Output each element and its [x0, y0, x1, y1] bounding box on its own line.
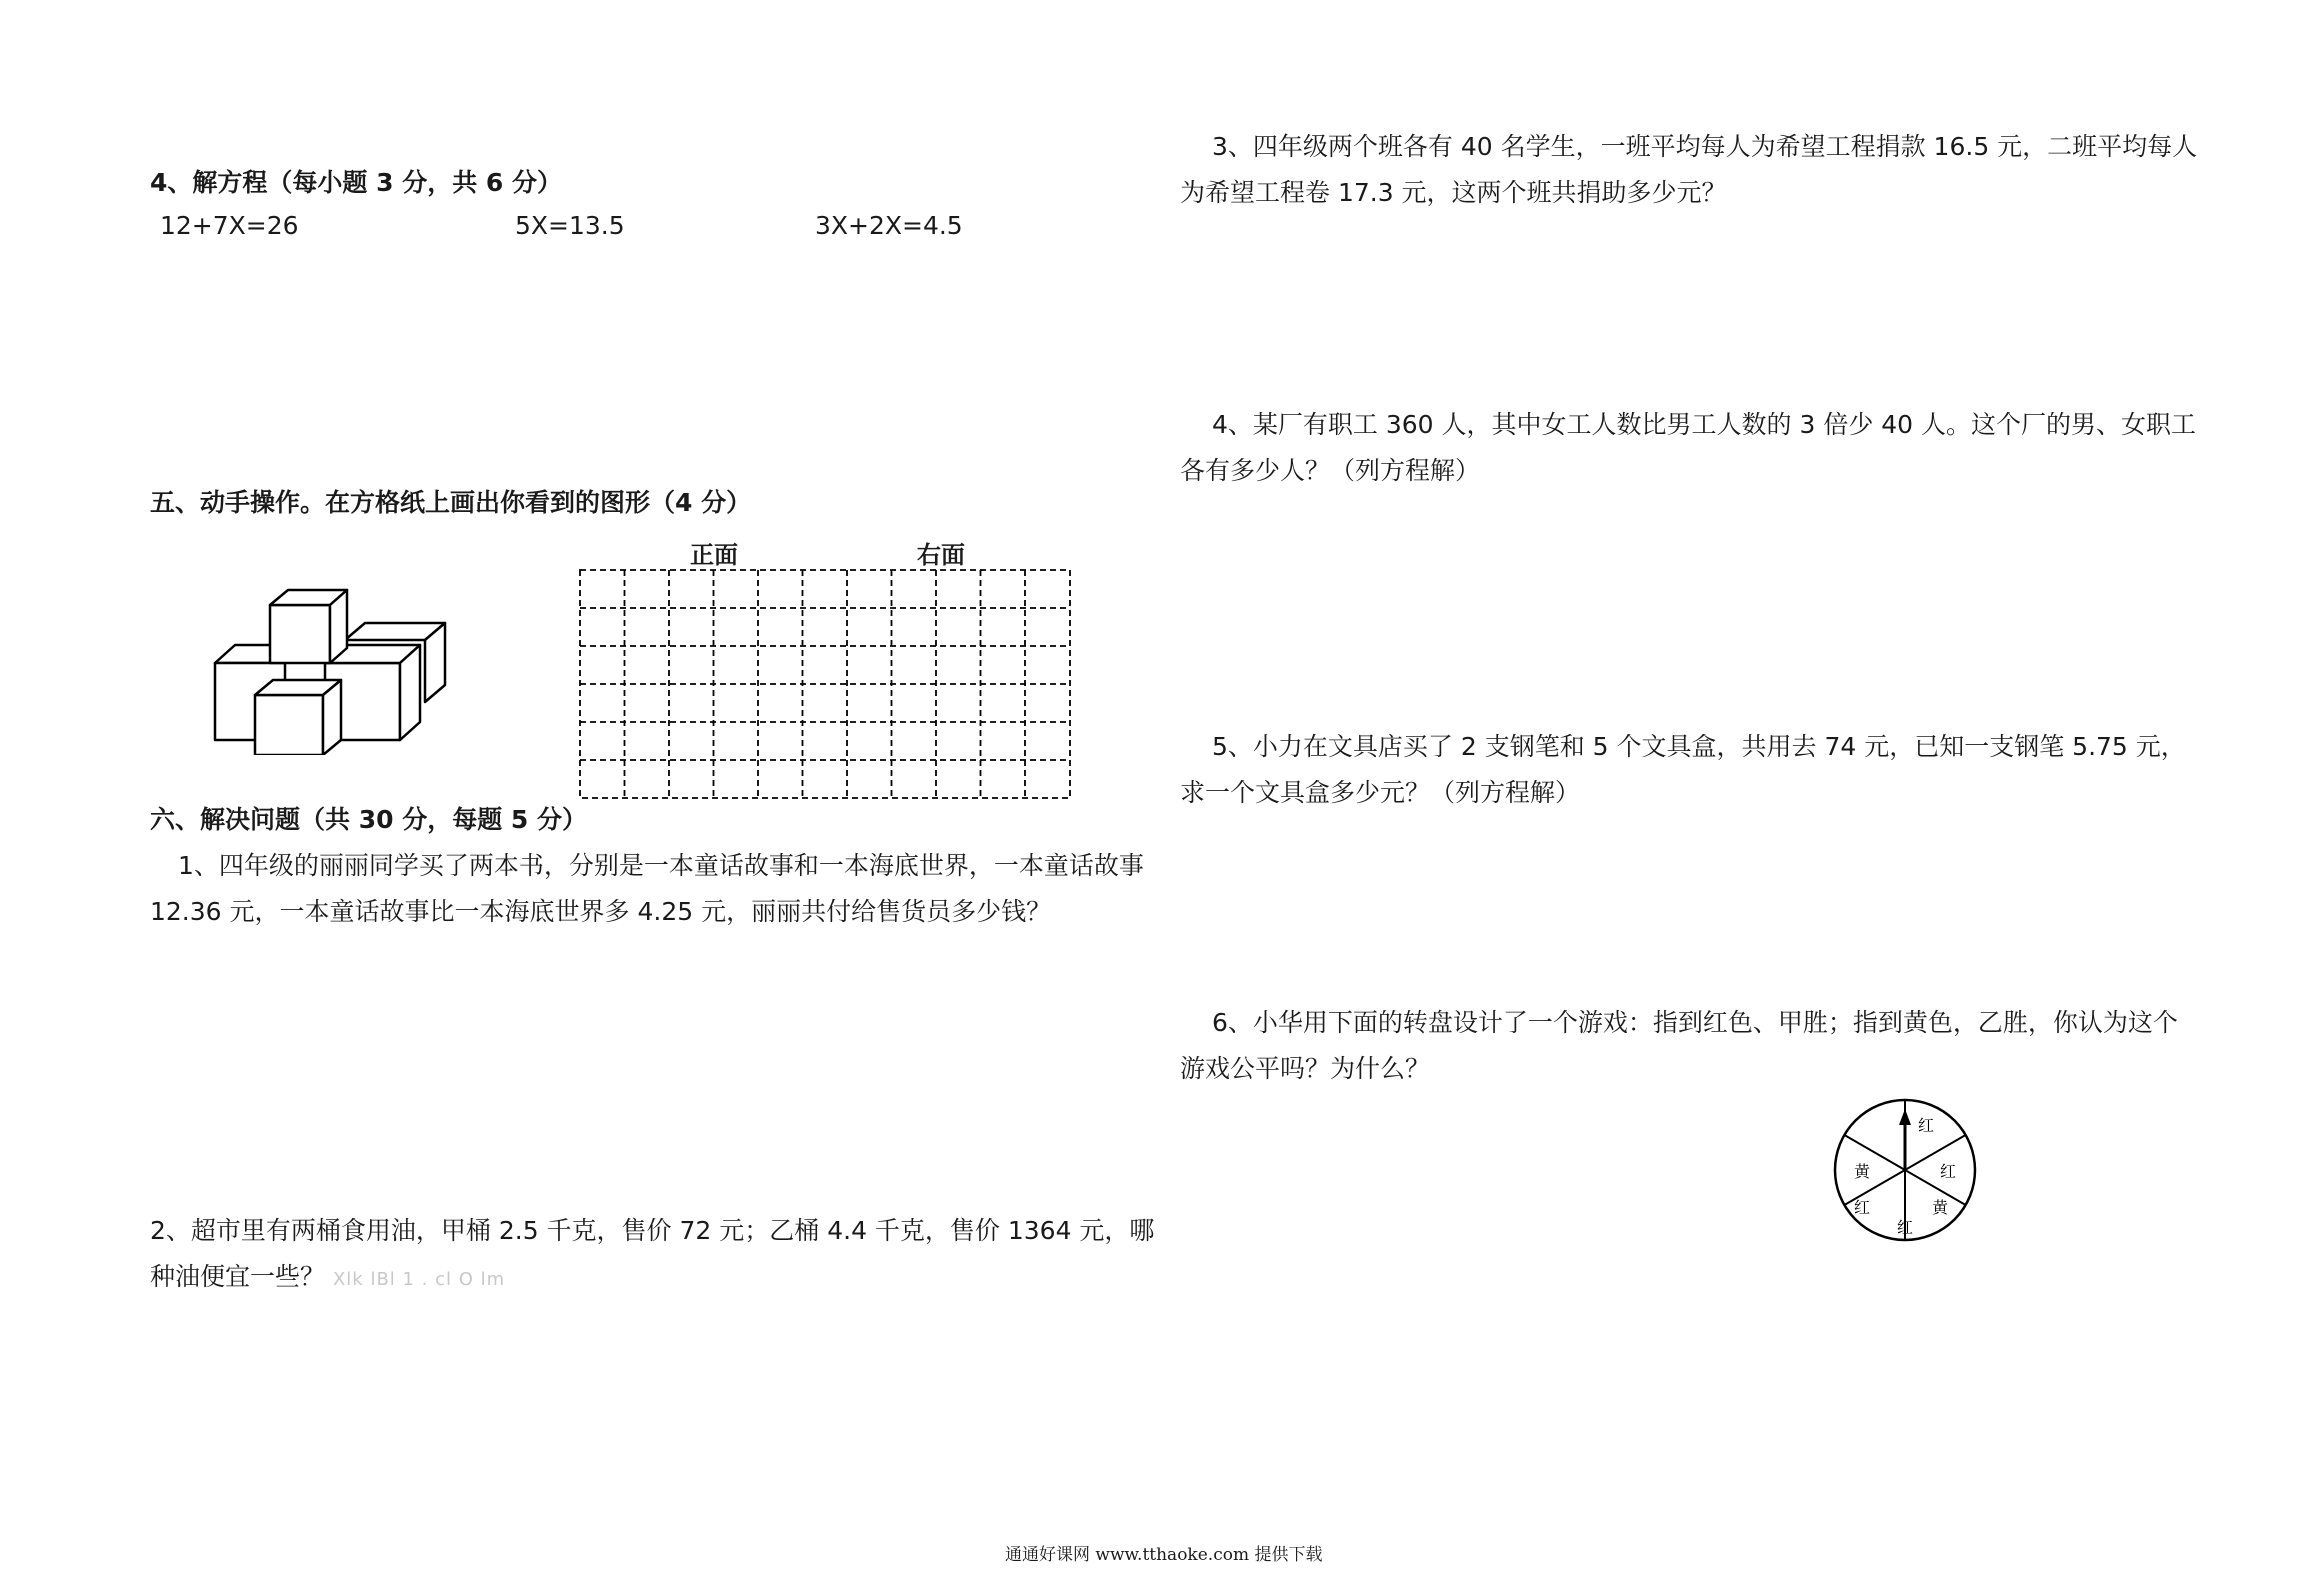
spinner-segment-5: 红 — [1853, 1198, 1871, 1217]
q4-line2: 各有多少人？（列方程解） — [1180, 456, 1481, 485]
grid-label-right: 右面 — [917, 541, 965, 569]
spinner-segment-6: 黄 — [1853, 1162, 1871, 1181]
q2-line1: 2、超市里有两桶食用油，甲桶 2.5 千克，售价 72 元；乙桶 4.4 千克，售价 1364 元，哪 — [150, 1216, 1155, 1245]
q3-line2: 为希望工程卷 17.3 元，这两个班共捐助多少元？ — [1180, 178, 1727, 207]
spinner-segment-1: 红 — [1917, 1116, 1935, 1135]
spinner-wheel — [1830, 1095, 1980, 1245]
section5-title: 五、动手操作。在方格纸上画出你看到的图形（4 分） — [150, 488, 752, 517]
spinner-segment-3: 黄 — [1931, 1198, 1949, 1217]
q2-line2-text: 种油便宜一些？ — [150, 1262, 326, 1291]
cube-figure — [205, 585, 455, 755]
square-grid-paper — [578, 568, 1073, 800]
q5-line2: 求一个文具盒多少元？（列方程解） — [1180, 778, 1581, 807]
spinner-segment-2: 红 — [1939, 1162, 1957, 1181]
grid-label-front: 正面 — [690, 541, 738, 569]
q6-line1: 6、小华用下面的转盘设计了一个游戏：指到红色、甲胜；指到黄色，乙胜，你认为这个 — [1212, 1008, 2178, 1037]
equation-3: 3X+2X=4.5 — [815, 211, 963, 240]
q3-line1: 3、四年级两个班各有 40 名学生，一班平均每人为希望工程捐款 16.5 元，二班平均每人 — [1212, 132, 2198, 161]
q1-line1: 1、四年级的丽丽同学买了两本书，分别是一本童话故事和一本海底世界，一本童话故事 — [178, 851, 1144, 880]
section6-title: 六、解决问题（共 30 分，每题 5 分） — [150, 805, 588, 834]
q6-line2: 游戏公平吗？为什么？ — [1180, 1054, 1431, 1083]
equation-2: 5X=13.5 — [515, 211, 625, 240]
section4-title: 4、解方程（每小题 3 分，共 6 分） — [150, 168, 563, 197]
equation-1: 12+7X=26 — [160, 211, 299, 240]
q1-line2: 12.36 元，一本童话故事比一本海底世界多 4.25 元，丽丽共付给售货员多少钱？ — [150, 897, 1052, 926]
watermark-text: Xlk lBl 1 . cl O lm — [332, 1269, 506, 1290]
q5-line1: 5、小力在文具店买了 2 支钢笔和 5 个文具盒，共用去 74 元，已知一支钢笔 5.75 元， — [1212, 732, 2186, 761]
q4-line1: 4、某厂有职工 360 人，其中女工人数比男工人数的 3 倍少 40 人。这个厂的男、女职工 — [1212, 410, 2197, 439]
spinner-segment-4: 红 — [1896, 1218, 1914, 1237]
footer-text: 通通好课网 www.tthaoke.com 提供下载 — [1005, 1545, 1323, 1565]
q2-line2 — [150, 1254, 505, 1303]
